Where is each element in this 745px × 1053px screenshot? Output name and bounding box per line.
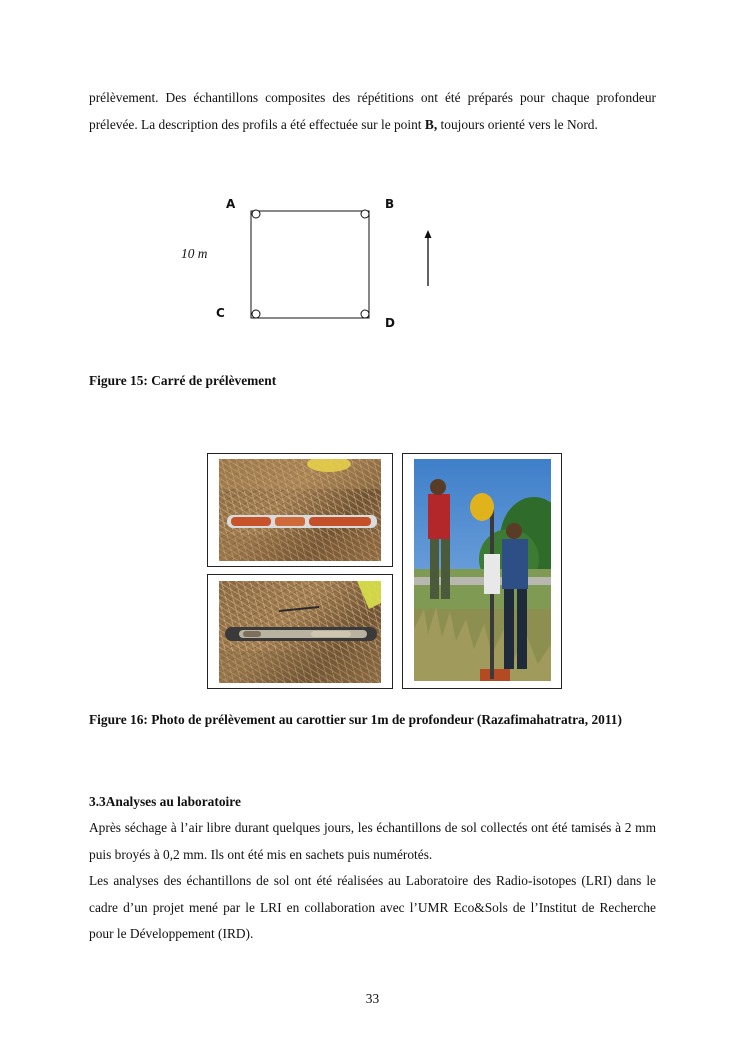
- corner-label-d: D: [385, 316, 395, 330]
- analysis-paragraph: Les analyses des échantillons de sol ont été réalisées au Laboratoire des Radio-isotopes (LRI) dans le cadre d’un projet mené par le LRI en collaboration avec l’UMR Eco&Sols de l’Institut de Recherche pour le Développement (IRD).: [89, 873, 656, 941]
- field-sampling-drawing: [414, 459, 551, 681]
- core-sample-photo-1: [219, 459, 381, 561]
- corner-label-a: A: [226, 197, 236, 211]
- photo-frame-field-sampling: [402, 453, 562, 689]
- page-number: 33: [365, 991, 380, 1006]
- corner-point-d: [361, 310, 369, 318]
- figure-16-caption: Figure 16: Photo de prélèvement au carottier sur 1m de profondeur (Razafimahatratra, 2011): [89, 712, 622, 727]
- corner-point-a: [252, 210, 260, 218]
- drying-paragraph: Après séchage à l’air libre durant quelques jours, les échantillons de sol collectés ont été tamisés à 2 mm puis broyés à 0,2 mm. Ils ont été mis en sachets puis numérotés.: [89, 820, 656, 862]
- figure-15-caption: Figure 15: Carré de prélèvement: [89, 373, 277, 388]
- photo-frame-core-top: [207, 453, 393, 567]
- intro-text-end: toujours orienté vers le Nord.: [440, 116, 598, 132]
- intro-bold-point: B,: [424, 116, 438, 132]
- side-length-label: 10 m: [181, 246, 208, 261]
- north-arrow-head: [425, 230, 432, 238]
- sampling-square: [251, 211, 369, 318]
- corner-point-c: [252, 310, 260, 318]
- sampling-square-diagram: [0, 0, 745, 360]
- field-sampling-photo: [414, 459, 551, 681]
- core-sample-drawing-2: [219, 581, 381, 683]
- corner-label-b: B: [385, 197, 395, 211]
- section-heading: 3.3Analyses au laboratoire: [89, 794, 241, 809]
- corner-label-c: C: [216, 306, 225, 320]
- photo-frame-core-bottom: [207, 574, 393, 689]
- intro-text: prélèvement. Des échantillons composites des répétitions ont été préparés pour chaque profondeur prélevée. La description des profils a été effectuée sur le point: [89, 90, 656, 132]
- corner-point-b: [361, 210, 369, 218]
- core-sample-drawing-1: [219, 459, 381, 561]
- intro-paragraph: [89, 85, 656, 138]
- core-sample-photo-2: [219, 581, 381, 683]
